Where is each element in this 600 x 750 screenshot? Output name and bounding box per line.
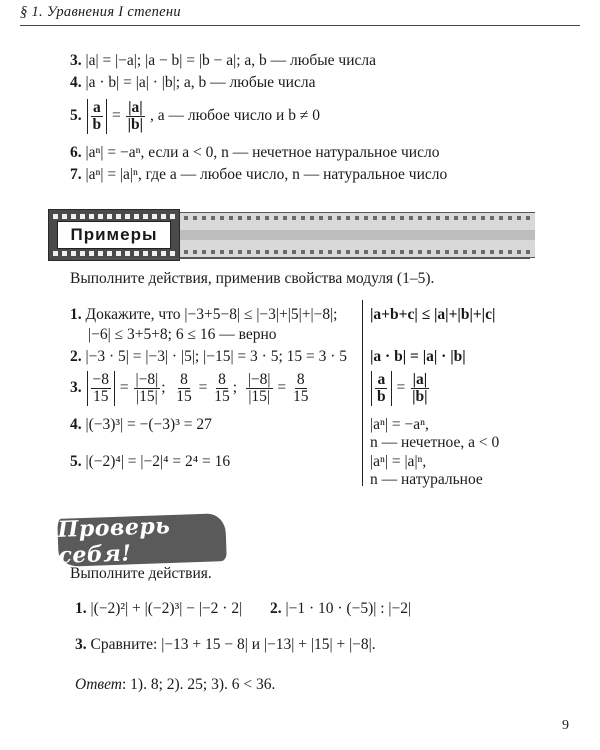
answer-text: : 1). 8; 2). 25; 3). 6 < 36. [121, 676, 276, 693]
ex3-f3-den: 15 [176, 387, 192, 405]
ex3-f2-num: |−8| [135, 370, 159, 388]
property-7 [70, 166, 447, 184]
side3-rhs-den: |b| [412, 387, 428, 405]
side-property-4b: n — нечетное, a < 0 [370, 434, 500, 451]
header-rule [20, 25, 580, 26]
task-1-text: |(−2)²| + |(−2)³| − |−2 · 2| [90, 600, 243, 617]
property-6-num: 6. [70, 144, 82, 161]
example-1: 1. Докажите, что |−3+5−8| ≤ |−3|+|5|+|−8|; [70, 306, 338, 323]
check-intro: Выполните действия. [70, 565, 212, 582]
example-4-text: |(−3)³| = −(−3)³ = 27 [85, 416, 212, 433]
side3-rhs-num: |a| [412, 370, 428, 388]
ex3-f4-den: 15 [214, 387, 230, 405]
ex3-f4-num: 8 [218, 370, 226, 388]
ex3-f5-den: |15| [248, 387, 271, 405]
task-2-text: |−1 · 10 · (−5)| : |−2| [285, 600, 412, 617]
property-6 [70, 144, 439, 162]
property-3 [70, 52, 376, 70]
banner-rule [70, 258, 530, 259]
example-2: 2. |−3 · 5| = |−3| · |5|; |−15| = 3 · 5; 15 = 3 · 5 [70, 348, 348, 365]
examples-banner: Примеры [57, 221, 171, 249]
example-1-line-b: |−6| ≤ 3+5+8; 6 ≤ 16 — верно [88, 326, 277, 343]
banner-film-strip [175, 212, 535, 258]
example-1-line-a: Докажите, что |−3+5−8| ≤ |−3|+|5|+|−8|; [85, 306, 338, 323]
examples-intro: Выполните действия, применив свойства модуля (1–5). [70, 270, 435, 287]
property-5-rhs-num: |a| [128, 98, 143, 116]
example-4: 4. |(−3)³| = −(−3)³ = 27 [70, 416, 212, 433]
side-property-1: |a+b+c| ≤ |a|+|b|+|c| [370, 306, 496, 323]
answer-label: Ответ [75, 676, 122, 693]
side-property-2: |a · b| = |a| · |b| [370, 348, 466, 365]
ex3-f5-num: |−8| [247, 370, 271, 388]
side-property-4a: |aⁿ| = −aⁿ, [370, 416, 429, 433]
property-7-num: 7. [70, 166, 82, 183]
property-3-text: |a| = |−a|; |a − b| = |b − a|; a, b — любые числа [85, 52, 376, 69]
task-3: 3. Сравните: |−13 + 15 − 8| и |−13| + |15| + |−8|. [75, 636, 376, 653]
side-property-5b: n — натуральное [370, 471, 483, 488]
ex3-f1-den: 15 [93, 387, 109, 405]
side-property-3: $\frac{a}{b}$ = $\frac{|a|}{|b|}$ [370, 368, 431, 408]
example-5-text: |(−2)⁴| = |−2|⁴ = 2⁴ = 16 [85, 453, 231, 470]
running-header: § 1. Уравнения I степени [20, 4, 181, 20]
side3-lhs-den: b [377, 387, 386, 405]
ex3-f2-den: |15| [135, 387, 158, 405]
answer [75, 676, 275, 694]
property-4 [70, 74, 315, 92]
example-3: 3. $\frac{-8}{15}$ = $\frac{|-8|}{|15|}$ ; $\frac{8}{15}$ = $\frac{8}{15}$ ; $\frac{|-8|}{|15|}$ = $\frac{8}{15}$ [70, 370, 309, 405]
task-1: 1. |(−2)²| + |(−2)³| − |−2 · 2| [75, 600, 243, 617]
property-7-text: |aⁿ| = |a|ⁿ, где a — любое число, n — натуральное число [85, 166, 448, 183]
property-5-num: 5. [70, 107, 82, 124]
ex3-f6-num: 8 [296, 370, 305, 388]
property-3-num: 3. [70, 52, 82, 69]
example-5: 5. |(−2)⁴| = |−2|⁴ = 2⁴ = 16 [70, 453, 231, 470]
property-5-lhs-den: b [92, 115, 102, 133]
property-5-lhs [87, 99, 108, 134]
example-2-text: |−3 · 5| = |−3| · |5|; |−15| = 3 · 5; 15 = 3 · 5 [85, 348, 348, 365]
property-5-lhs-num: a [92, 98, 101, 116]
side-property-5a: |aⁿ| = |a|ⁿ, [370, 453, 427, 470]
column-divider [362, 300, 363, 486]
page-number: 9 [562, 718, 569, 733]
task-2: 2. |−1 · 10 · (−5)| : |−2| [270, 600, 412, 617]
ex3-f6-den: 15 [293, 387, 309, 405]
task-3-text: Сравните: |−13 + 15 − 8| и |−13| + |15| + |−8|. [90, 636, 376, 653]
ex3-f3-num: 8 [180, 370, 188, 388]
check-yourself-badge: Проверь себя! [57, 513, 227, 567]
property-5-rhs-den: |b| [127, 115, 144, 133]
property-6-text: |aⁿ| = −aⁿ, если a < 0, n — нечетное натуральное число [85, 144, 440, 161]
property-5: 5. $\frac{a}{b}$ = $\frac{|a|}{|b|}$ , a — любое число и b ≠ 0 [70, 98, 320, 133]
side3-lhs-num: a [377, 370, 386, 388]
ex3-f1-num: −8 [92, 370, 109, 388]
property-4-num: 4. [70, 74, 82, 91]
property-4-text: |a · b| = |a| · |b|; a, b — любые числа [85, 74, 316, 91]
property-5-tail: , a — любое число и b ≠ 0 [149, 107, 320, 124]
